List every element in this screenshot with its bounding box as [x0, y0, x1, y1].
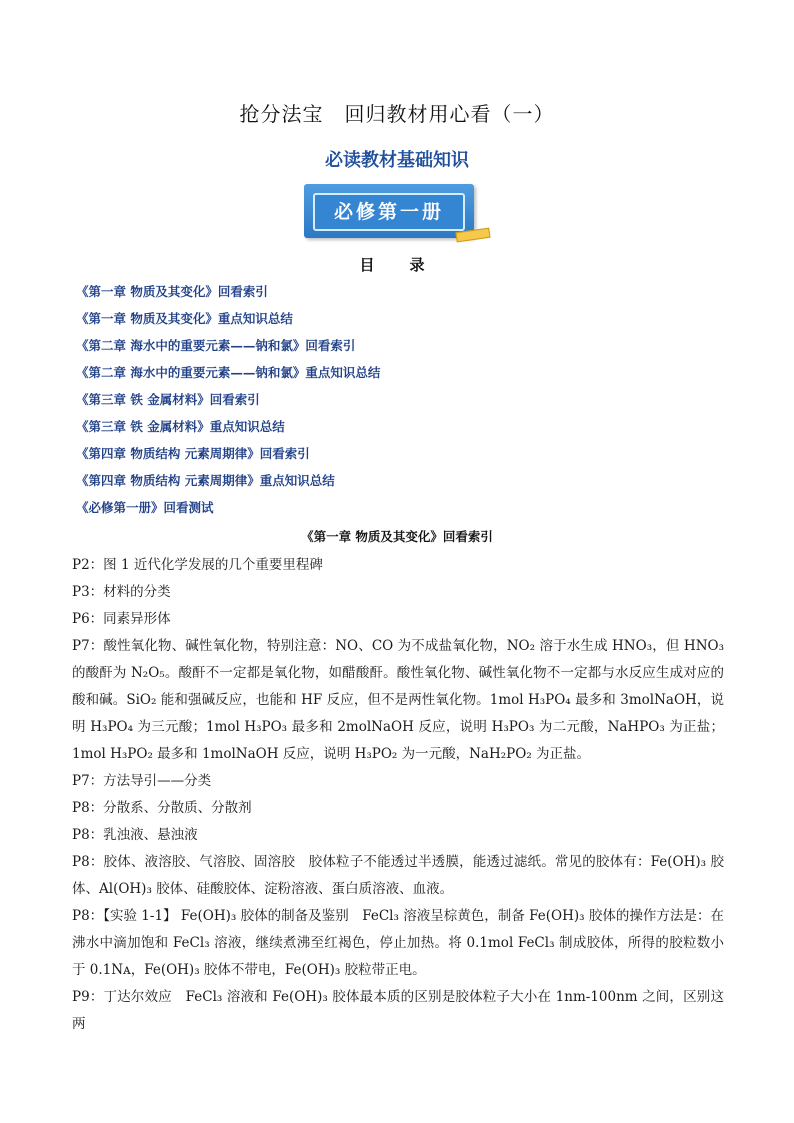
badge-label: 必修第一册: [313, 193, 465, 231]
paragraph-p8-dispersion: P8：分散系、分散质、分散剂: [72, 800, 252, 816]
paragraph-p9-tyndall: P9：丁达尔效应 FeCl₃ 溶液和 Fe(OH)₃ 胶体最本质的区别是胶体粒子大小在 1nm-100nm 之间，区别这两: [72, 989, 724, 1032]
paragraph-p7-oxides: P7：酸性氧化物、碱性氧化物，特别注意：NO、CO 为不成盐氧化物，NO₂ 溶于水生成 HNO₃，但 HNO₃ 的酸酐为 N₂O₅。酸酐不一定都是氧化物，如醋酸酐。酸性氧化物、碱性氧化物不一定都与水反应生成对应的酸和碱。SiO₂ 能和强碱反应，也能和 HF 反应，但不是两性氧化物。1mol H₃PO₄ 最多和 3molNaOH，说明 H₃PO₄ 为三元酸；1mol H₃PO₃ 最多和 2molNaOH 反应，说明 H₃PO₃ 为二元酸，NaHPO₃ 为正盐；1mol H₃PO₂ 最多和 1molNaOH 反应，说明 H₃PO₂ 为一元酸，NaH₂PO₂ 为正盐。: [72, 638, 724, 762]
toc-item-ch4-summary[interactable]: 《第四章 物质结构 元素周期律》重点知识总结: [76, 473, 335, 488]
table-of-contents: [76, 282, 736, 525]
toc-item-ch3-summary[interactable]: 《第三章 铁 金属材料》重点知识总结: [76, 419, 285, 434]
paragraph-p8-colloid: P8：胶体、液溶胶、气溶胶、固溶胶 胶体粒子不能透过半透膜，能透过滤纸。常见的胶体有：Fe(OH)₃ 胶体、Al(OH)₃ 胶体、硅酸胶体、淀粉溶液、蛋白质溶液、血液。: [72, 854, 724, 897]
page-title: 抢分法宝 回归教材用心看（一）: [239, 102, 555, 126]
toc-item-ch2-summary[interactable]: 《第二章 海水中的重要元素——钠和氯》重点知识总结: [76, 365, 381, 380]
toc-heading: 目 录: [359, 256, 435, 274]
toc-item-ch2-index[interactable]: 《第二章 海水中的重要元素——钠和氯》回看索引: [76, 338, 356, 353]
paragraph-p8-experiment: P8：【实验 1-1】 Fe(OH)₃ 胶体的制备及鉴别 FeCl₃ 溶液呈棕黄色，制备 Fe(OH)₃ 胶体的操作方法是：在沸水中滴加饱和 FeCl₃ 溶液，继续煮沸至红褐色，停止加热。将 0.1mol FeCl₃ 制成胶体，所得的胶粒数小于 0.1Nᴀ，Fe(OH)₃ 胶体不带电，Fe(OH)₃ 胶粒带正电。: [72, 908, 724, 978]
section-title: 《第一章 物质及其变化》回看索引: [301, 529, 493, 544]
toc-item-ch4-index[interactable]: 《第四章 物质结构 元素周期律》回看索引: [76, 446, 310, 461]
book-badge: [304, 184, 490, 242]
paragraph-p3: P3：材料的分类: [72, 584, 171, 600]
toc-item-book-test[interactable]: 《必修第一册》回看测试: [76, 500, 214, 515]
paragraph-p2: P2：图 1 近代化学发展的几个重要里程碑: [72, 557, 323, 573]
toc-item-ch1-summary[interactable]: 《第一章 物质及其变化》重点知识总结: [76, 311, 293, 326]
toc-item-ch1-index[interactable]: 《第一章 物质及其变化》回看索引: [76, 284, 268, 299]
page-subtitle: 必读教材基础知识: [325, 150, 469, 171]
toc-item-ch3-index[interactable]: 《第三章 铁 金属材料》回看索引: [76, 392, 260, 407]
paragraph-p6: P6：同素异形体: [72, 611, 171, 627]
paragraph-p8-emulsion: P8：乳浊液、悬浊液: [72, 827, 198, 843]
section-body: [72, 552, 724, 1038]
paragraph-p7-method: P7：方法导引——分类: [72, 773, 212, 789]
